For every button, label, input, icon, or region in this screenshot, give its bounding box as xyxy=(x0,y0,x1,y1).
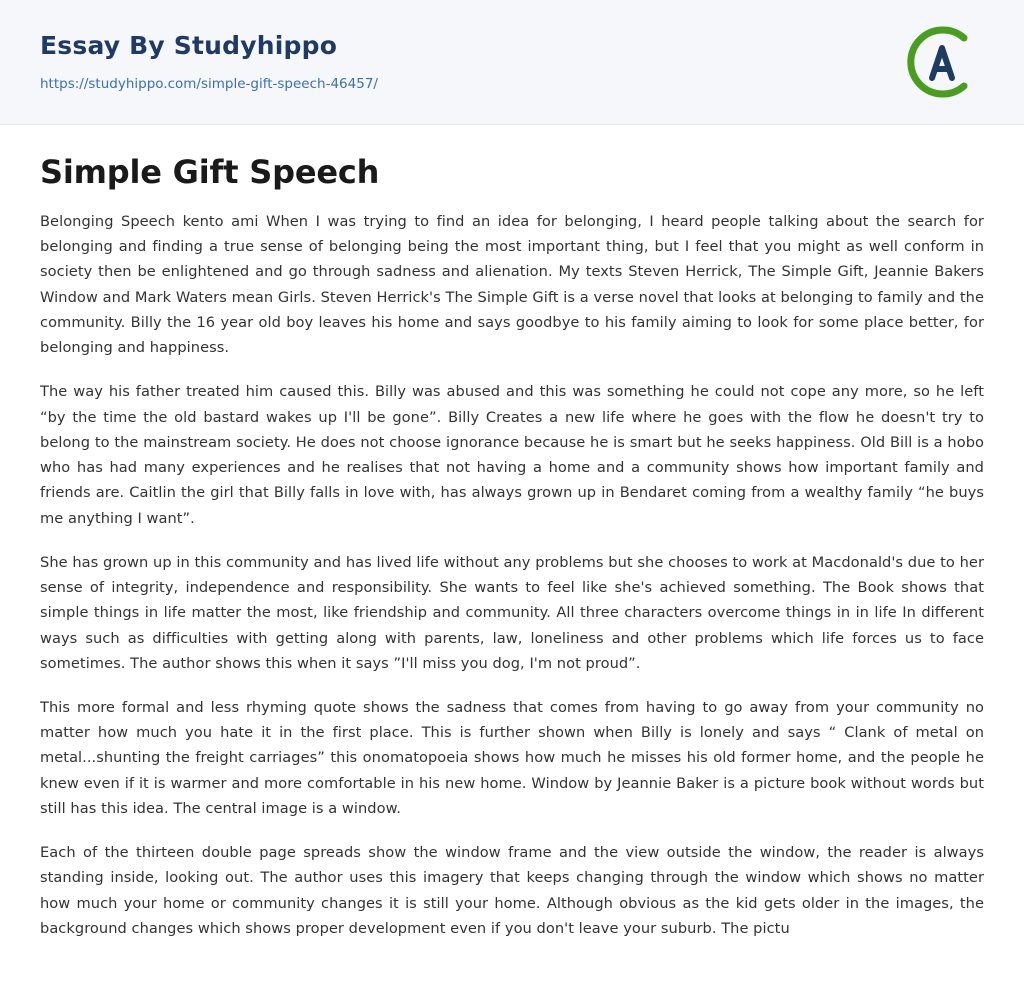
article-paragraph: This more formal and less rhyming quote shows the sadness that comes from having to go away from your community no matter how much you hate it in the first place. This is further shown when Billy is lonely and says “ Clank of metal on metal...shunting the freight carriages” this onomatopoeia shows how much he misses his old former home, and the people he knew even if it is warmer and more comfortable in his new home. Window by Jeannie Baker is a picture book without words but still has this idea. The central image is a window. xyxy=(40,698,984,817)
studyhippo-logo-icon xyxy=(902,22,982,102)
source-url-link[interactable]: https://studyhippo.com/simple-gift-speech-46457/ xyxy=(40,76,378,93)
header-text-block xyxy=(0,32,378,93)
article-body xyxy=(0,125,1024,941)
article-paragraph: She has grown up in this community and has lived life without any problems but she chooses to work at Macdonald's due to her sense of integrity, independence and responsibility. She wants to feel like she's achieved something. The Book shows that simple things in life matter the most, like friendship and community. All three characters overcome things in in life In different ways such as difficulties with getting along with parents, law, loneliness and other problems which life forces us to face sometimes. The author shows this when it says ”I'll miss you dog, I'm not proud”. xyxy=(40,553,984,672)
site-brand: Essay By Studyhippo xyxy=(40,30,338,60)
page-title: Simple Gift Speech xyxy=(40,153,380,191)
site-header xyxy=(0,0,1024,125)
article-paragraph: Each of the thirteen double page spreads show the window frame and the view outside the window, the reader is always standing inside, looking out. The author uses this imagery that keeps changing through the window which shows no matter how much your home or community changes it is still your home. Although obvious as the kid gets older in the images, the background changes which shows proper development even if you don't leave your suburb. The pictu xyxy=(40,844,984,937)
article-paragraph: Belonging Speech kento ami When I was trying to find an idea for belonging, I heard people talking about the search for belonging and finding a true sense of belonging being the most important thing, but I feel that you might as well conform in society then be enlightened and go through sadness and alienation. My texts Steven Herrick, The Simple Gift, Jeannie Bakers Window and Mark Waters mean Girls. Steven Herrick's The Simple Gift is a verse novel that looks at belonging to family and the community. Billy the 16 year old boy leaves his home and says goodbye to his family aiming to look for some place better, for belonging and happiness. xyxy=(40,213,984,357)
article-paragraph: The way his father treated him caused this. Billy was abused and this was something he could not cope any more, so he left “by the time the old bastard wakes up I'll be gone”. Billy Creates a new life where he goes with the flow he doesn't try to belong to the mainstream society. He does not choose ignorance because he is smart but he seeks happiness. Old Bill is a hobo who has had many experiences and he realises that not having a home and a community shows how important family and friends are. Caitlin the girl that Billy falls in love with, has always grown up in Bendaret coming from a wealthy family “he buys me anything I want”. xyxy=(40,383,984,527)
